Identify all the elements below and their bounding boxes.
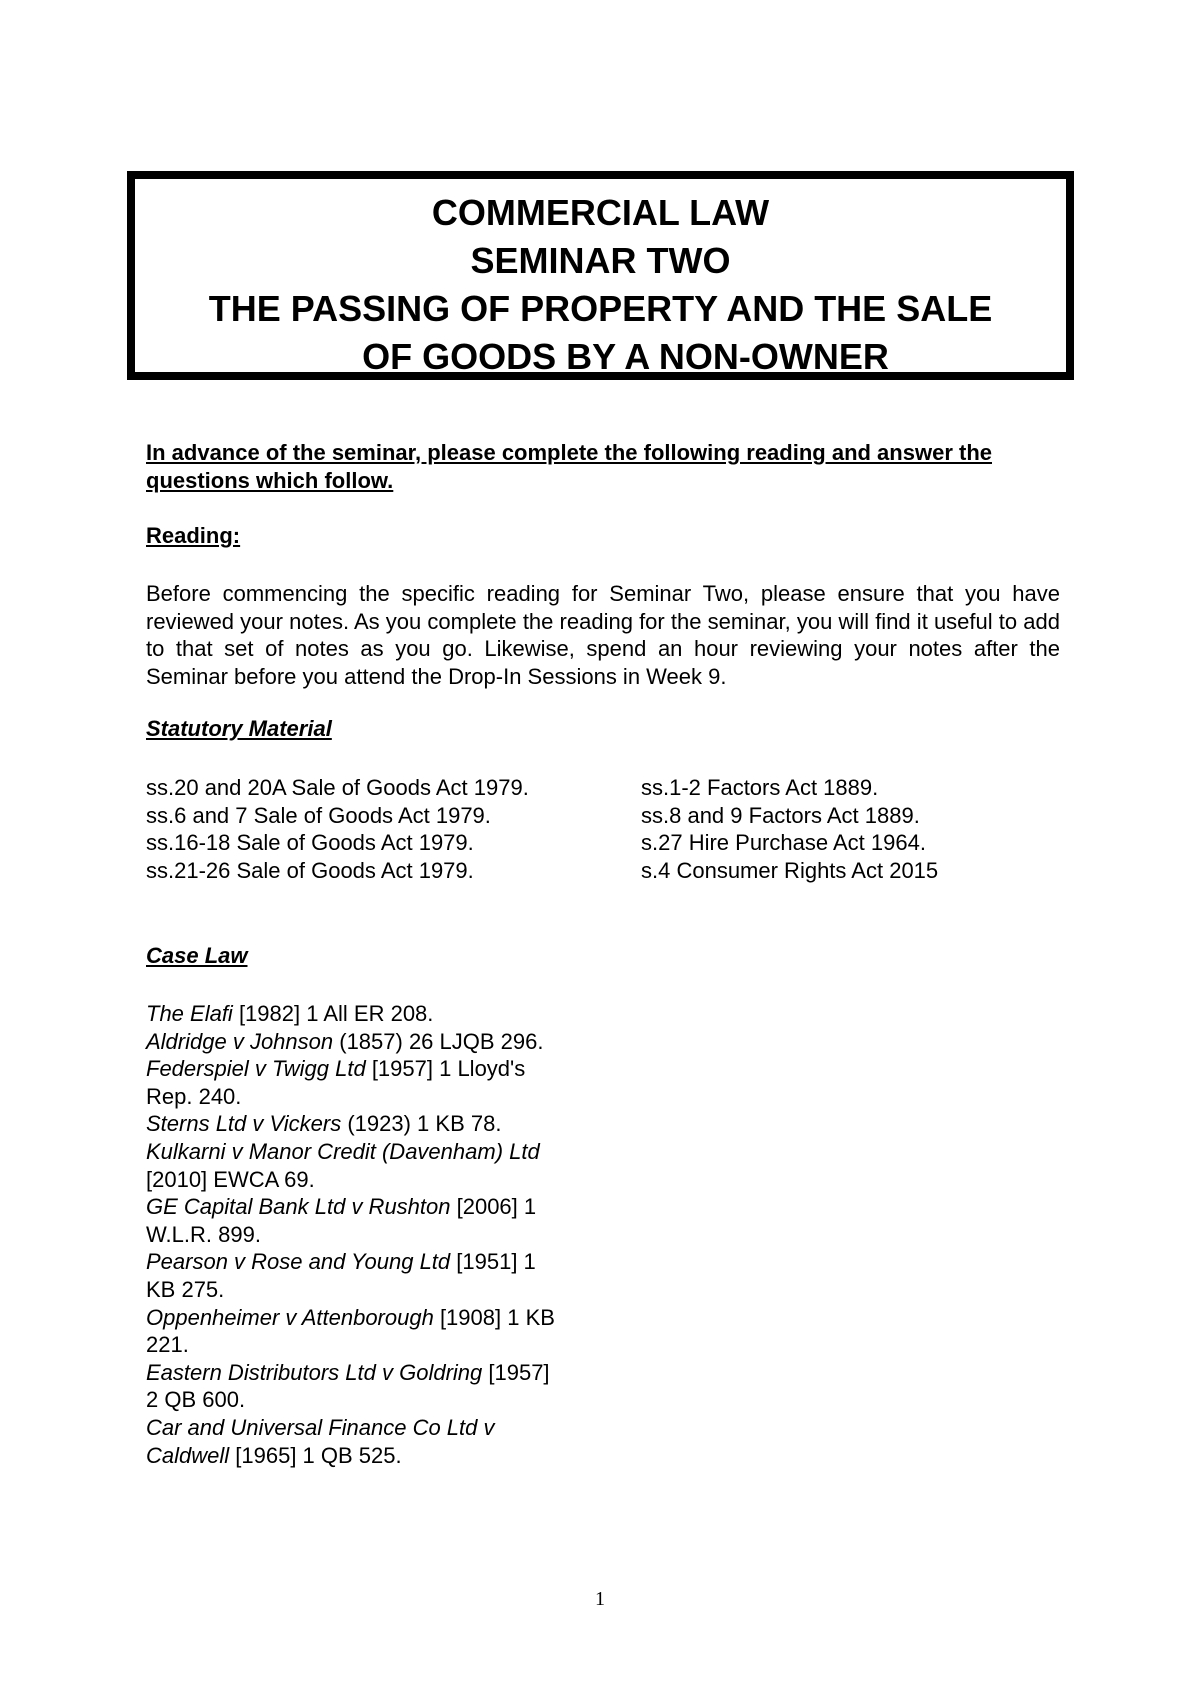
- case-citation: [2006] 1 W.L.R. 899.: [146, 1194, 537, 1247]
- statute-item: ss.8 and 9 Factors Act 1889.: [641, 802, 920, 828]
- case-name: Federspiel v Twigg Ltd: [146, 1056, 366, 1082]
- case-citation: [1957] 2 QB 600.: [146, 1359, 550, 1413]
- statute-item: ss.16-18 Sale of Goods Act 1979.: [146, 830, 474, 856]
- case-citation: [1965] 1 QB 525.: [229, 1442, 402, 1468]
- statutory-heading: Statutory Material: [146, 716, 332, 741]
- case-name: Aldridge v Johnson: [146, 1028, 334, 1054]
- case-item: [146, 1000, 566, 1028]
- statutory-right-column: [641, 774, 1061, 884]
- title-line-1: COMMERCIAL LAW: [431, 192, 770, 233]
- case-item: [146, 1359, 566, 1414]
- case-name: The Elafi: [146, 1001, 233, 1026]
- case-citation: [1951] 1 KB 275.: [146, 1249, 536, 1302]
- case-citation: (1923) 1 KB 78.: [341, 1111, 502, 1137]
- case-citation: [1982] 1 All ER 208.: [232, 1001, 434, 1026]
- case-citation: [2010] EWCA 69.: [146, 1166, 315, 1192]
- case-citation: [1908] 1 KB 221.: [146, 1304, 555, 1358]
- reading-heading: Reading:: [146, 523, 241, 548]
- case-name: Pearson v Rose and Young Ltd: [146, 1249, 451, 1275]
- case-item: [146, 1028, 566, 1056]
- case-name: Kulkarni v Manor Credit (Davenham) Ltd: [146, 1138, 540, 1164]
- title-line-2: SEMINAR TWO: [470, 240, 731, 281]
- page-number: 1: [595, 1588, 605, 1610]
- case-law-heading: Case Law: [146, 943, 248, 968]
- statute-item: s.27 Hire Purchase Act 1964.: [641, 830, 926, 856]
- case-citation: (1857) 26 LJQB 296.: [333, 1028, 544, 1054]
- case-name: Oppenheimer v Attenborough: [146, 1304, 434, 1330]
- case-item: [146, 1055, 566, 1110]
- statutory-left-column: [146, 774, 566, 884]
- case-name: Eastern Distributors Ltd v Goldring: [146, 1359, 483, 1385]
- title-line-4: OF GOODS BY A NON-OWNER: [362, 336, 889, 377]
- case-item: [146, 1304, 566, 1359]
- title-box: [127, 171, 1074, 380]
- case-item: [146, 1193, 566, 1248]
- case-list: [146, 1000, 566, 1469]
- statute-item: ss.1-2 Factors Act 1889.: [641, 775, 879, 800]
- statute-item: s.4 Consumer Rights Act 2015: [641, 857, 939, 883]
- case-name: Sterns Ltd v Vickers: [146, 1111, 342, 1137]
- case-item: [146, 1110, 566, 1138]
- intro-instruction: In advance of the seminar, please complete the following reading and answer the questions which follow.: [146, 440, 992, 493]
- case-item: [146, 1248, 566, 1303]
- title-line-3: THE PASSING OF PROPERTY AND THE SALE: [208, 288, 993, 329]
- statute-item: ss.6 and 7 Sale of Goods Act 1979.: [146, 802, 491, 828]
- case-item: [146, 1414, 566, 1469]
- statute-item: ss.21-26 Sale of Goods Act 1979.: [146, 857, 474, 883]
- case-item: [146, 1138, 566, 1193]
- reading-paragraph: Before commencing the specific reading for Seminar Two, please ensure that you have reviewed your notes. As you complete the reading for the seminar, you will find it useful to add to that set of notes as you go. Likewise, spend an hour reviewing your notes after the Seminar before you attend the Drop-In Sessions in Week 9.: [146, 581, 1060, 689]
- case-name: Car and Universal Finance Co Ltd v Caldwell: [146, 1414, 495, 1468]
- case-name: GE Capital Bank Ltd v Rushton: [146, 1194, 451, 1220]
- statute-item: ss.20 and 20A Sale of Goods Act 1979.: [146, 775, 529, 800]
- case-citation: [1957] 1 Lloyd's Rep. 240.: [146, 1056, 526, 1109]
